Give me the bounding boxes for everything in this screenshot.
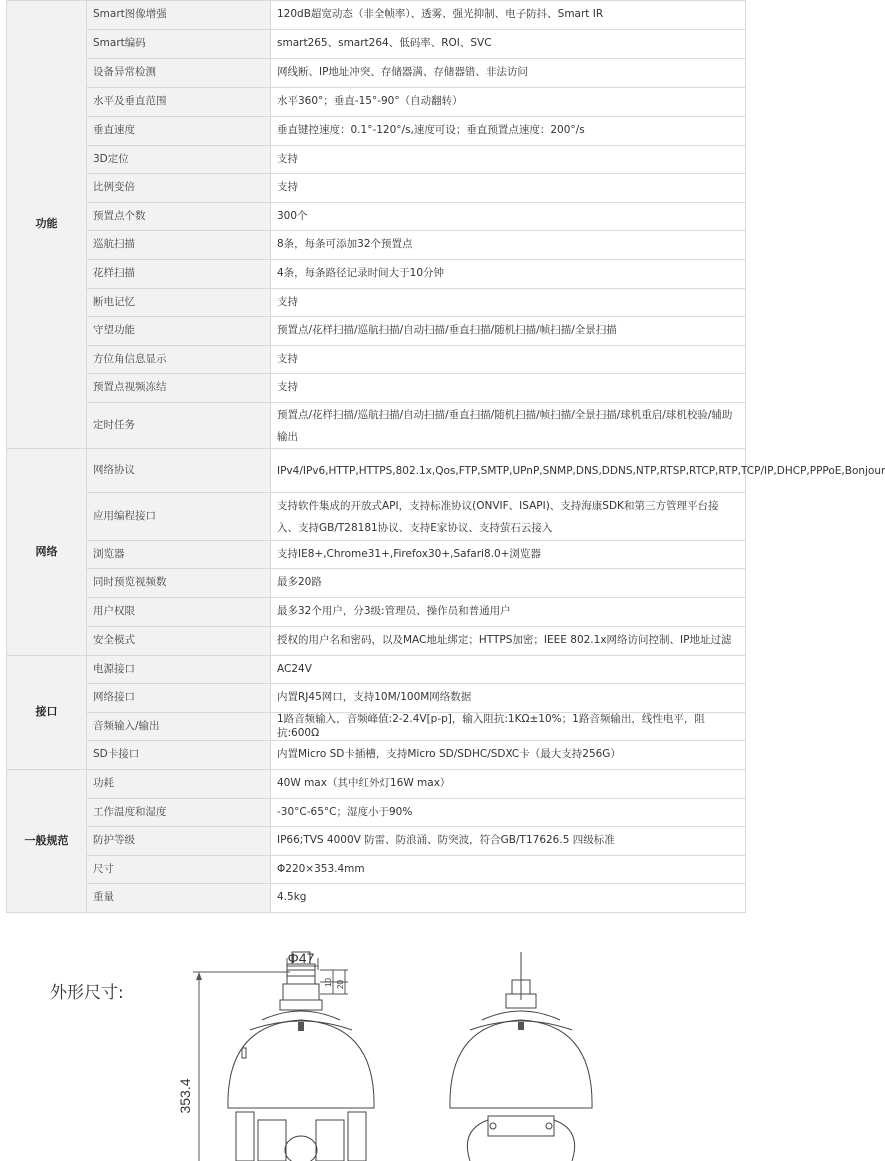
spec-name: 垂直速度: [87, 117, 271, 146]
table-row: [7, 88, 746, 117]
spec-value: 最多20路: [271, 569, 746, 598]
table-row: [7, 146, 746, 174]
spec-name: 断电记忆: [87, 289, 271, 317]
table-row: [7, 403, 746, 449]
dimensions-label: 外形尺寸:: [50, 983, 124, 1003]
height-label: 353.4: [177, 1078, 193, 1114]
spec-value: 支持: [271, 146, 746, 174]
spec-name: 预置点视频冻结: [87, 374, 271, 403]
diameter-label: Φ47: [287, 950, 315, 966]
table-row: [7, 117, 746, 146]
dim-10-label: 10: [324, 978, 333, 987]
spec-value: 支持: [271, 374, 746, 403]
spec-name: SD卡接口: [87, 741, 271, 770]
spec-name: 尺寸: [87, 856, 271, 884]
spec-name: 功耗: [87, 770, 271, 799]
table-row: [7, 713, 746, 741]
spec-value: 预置点/花样扫描/巡航扫描/自动扫描/垂直扫描/随机扫描/帧扫描/全景扫描: [271, 317, 746, 346]
table-row: [7, 598, 746, 627]
spec-name: 网络接口: [87, 684, 271, 713]
dim-20-label: 20: [336, 980, 345, 989]
spec-name: 水平及垂直范围: [87, 88, 271, 117]
spec-value: 支持: [271, 346, 746, 374]
spec-value: IPv4/IPv6,HTTP,HTTPS,802.1x,Qos,FTP,SMTP,UPnP,SNMP,DNS,DDNS,NTP,RTSP,RTCP,RTP,TCP/IP,DHCP,PPPoE,Bonjour: [271, 449, 746, 493]
spec-value: 网线断、IP地址冲突、存储器满、存储器错、非法访问: [271, 59, 746, 88]
table-row: [7, 449, 746, 493]
spec-value: 最多32个用户，分3级:管理员、操作员和普通用户: [271, 598, 746, 627]
table-row: [7, 289, 746, 317]
spec-value: 4.5kg: [271, 884, 746, 913]
spec-value: 120dB超宽动态（非全帧率）、透雾、强光抑制、电子防抖、Smart IR: [271, 1, 746, 30]
spec-name: 工作温度和湿度: [87, 799, 271, 827]
table-row: [7, 827, 746, 856]
spec-name: Smart编码: [87, 30, 271, 59]
table-row: [7, 493, 746, 541]
spec-value: 8条，每条可添加32个预置点: [271, 231, 746, 260]
table-row: [7, 741, 746, 770]
front-view-camera: [193, 952, 374, 1161]
spec-value: AC24V: [271, 656, 746, 684]
side-view-camera: [450, 952, 592, 1161]
table-row: [7, 799, 746, 827]
table-row: [7, 174, 746, 203]
table-row: [7, 656, 746, 684]
spec-value: Φ220×353.4mm: [271, 856, 746, 884]
spec-name: 同时预览视频数: [87, 569, 271, 598]
spec-name: 3D定位: [87, 146, 271, 174]
table-row: [7, 684, 746, 713]
spec-name: 应用编程接口: [87, 493, 271, 541]
spec-name: 安全模式: [87, 627, 271, 656]
spec-value: smart265、smart264、低码率、ROI、SVC: [271, 30, 746, 59]
table-row: [7, 627, 746, 656]
spec-name: 浏览器: [87, 541, 271, 569]
spec-value: 4条，每条路径记录时间大于10分钟: [271, 260, 746, 289]
table-row: [7, 231, 746, 260]
spec-value: -30°C-65°C；湿度小于90%: [271, 799, 746, 827]
spec-name: 重量: [87, 884, 271, 913]
spec-value: 300个: [271, 203, 746, 231]
table-row: [7, 30, 746, 59]
spec-value: 40W max（其中红外灯16W max）: [271, 770, 746, 799]
spec-value: 内置RJ45网口，支持10M/100M网络数据: [271, 684, 746, 713]
spec-value: 支持IE8+,Chrome31+,Firefox30+,Safari8.0+浏览器: [271, 541, 746, 569]
spec-value: IP66;TVS 4000V 防雷、防浪涌、防突波，符合GB/T17626.5 四级标准: [271, 827, 746, 856]
table-row: [7, 569, 746, 598]
table-row: [7, 59, 746, 88]
table-row: [7, 346, 746, 374]
spec-value: 预置点/花样扫描/巡航扫描/自动扫描/垂直扫描/随机扫描/帧扫描/全景扫描/球机重启/球机校验/辅助输出: [271, 403, 746, 449]
spec-value: 支持: [271, 289, 746, 317]
table-row: [7, 203, 746, 231]
spec-name: 巡航扫描: [87, 231, 271, 260]
spec-value: 支持: [271, 174, 746, 203]
table-row: [7, 260, 746, 289]
spec-name: Smart图像增强: [87, 1, 271, 30]
spec-name: 电源接口: [87, 656, 271, 684]
category-interface: 接口: [7, 656, 87, 770]
spec-value: 内置Micro SD卡插槽，支持Micro SD/SDHC/SDXC卡（最大支持256G）: [271, 741, 746, 770]
spec-name: 用户权限: [87, 598, 271, 627]
spec-name: 预置点个数: [87, 203, 271, 231]
spec-name: 音频输入/输出: [87, 713, 271, 741]
spec-value: 支持软件集成的开放式API，支持标准协议(ONVIF、ISAPI)、支持海康SDK和第三方管理平台接入、支持GB/T28181协议、支持E家协议、支持萤石云接入: [271, 493, 746, 541]
table-row: [7, 884, 746, 913]
table-row: [7, 541, 746, 569]
spec-name: 方位角信息显示: [87, 346, 271, 374]
dimension-drawing: [0, 930, 750, 1161]
table-row: [7, 317, 746, 346]
category-function: 功能: [7, 1, 87, 449]
table-row: [7, 770, 746, 799]
spec-name: 防护等级: [87, 827, 271, 856]
spec-name: 网络协议: [87, 449, 271, 493]
table-row: [7, 856, 746, 884]
spec-name: 定时任务: [87, 403, 271, 449]
category-general: 一般规范: [7, 770, 87, 913]
category-network: 网络: [7, 449, 87, 656]
table-row: [7, 374, 746, 403]
spec-table: [6, 0, 885, 913]
spec-name: 设备异常检测: [87, 59, 271, 88]
table-row: [7, 1, 746, 30]
spec-value: 水平360°；垂直-15°-90°（自动翻转）: [271, 88, 746, 117]
spec-name: 守望功能: [87, 317, 271, 346]
spec-value: 授权的用户名和密码，以及MAC地址绑定；HTTPS加密；IEEE 802.1x网络访问控制、IP地址过滤: [271, 627, 746, 656]
spec-value: 垂直键控速度：0.1°-120°/s,速度可设；垂直预置点速度：200°/s: [271, 117, 746, 146]
spec-value: 1路音频输入，音频峰值:2-2.4V[p-p]，输入阻抗:1KΩ±10%；1路音频输出，线性电平，阻抗:600Ω: [271, 713, 746, 741]
spec-name: 比例变倍: [87, 174, 271, 203]
spec-name: 花样扫描: [87, 260, 271, 289]
